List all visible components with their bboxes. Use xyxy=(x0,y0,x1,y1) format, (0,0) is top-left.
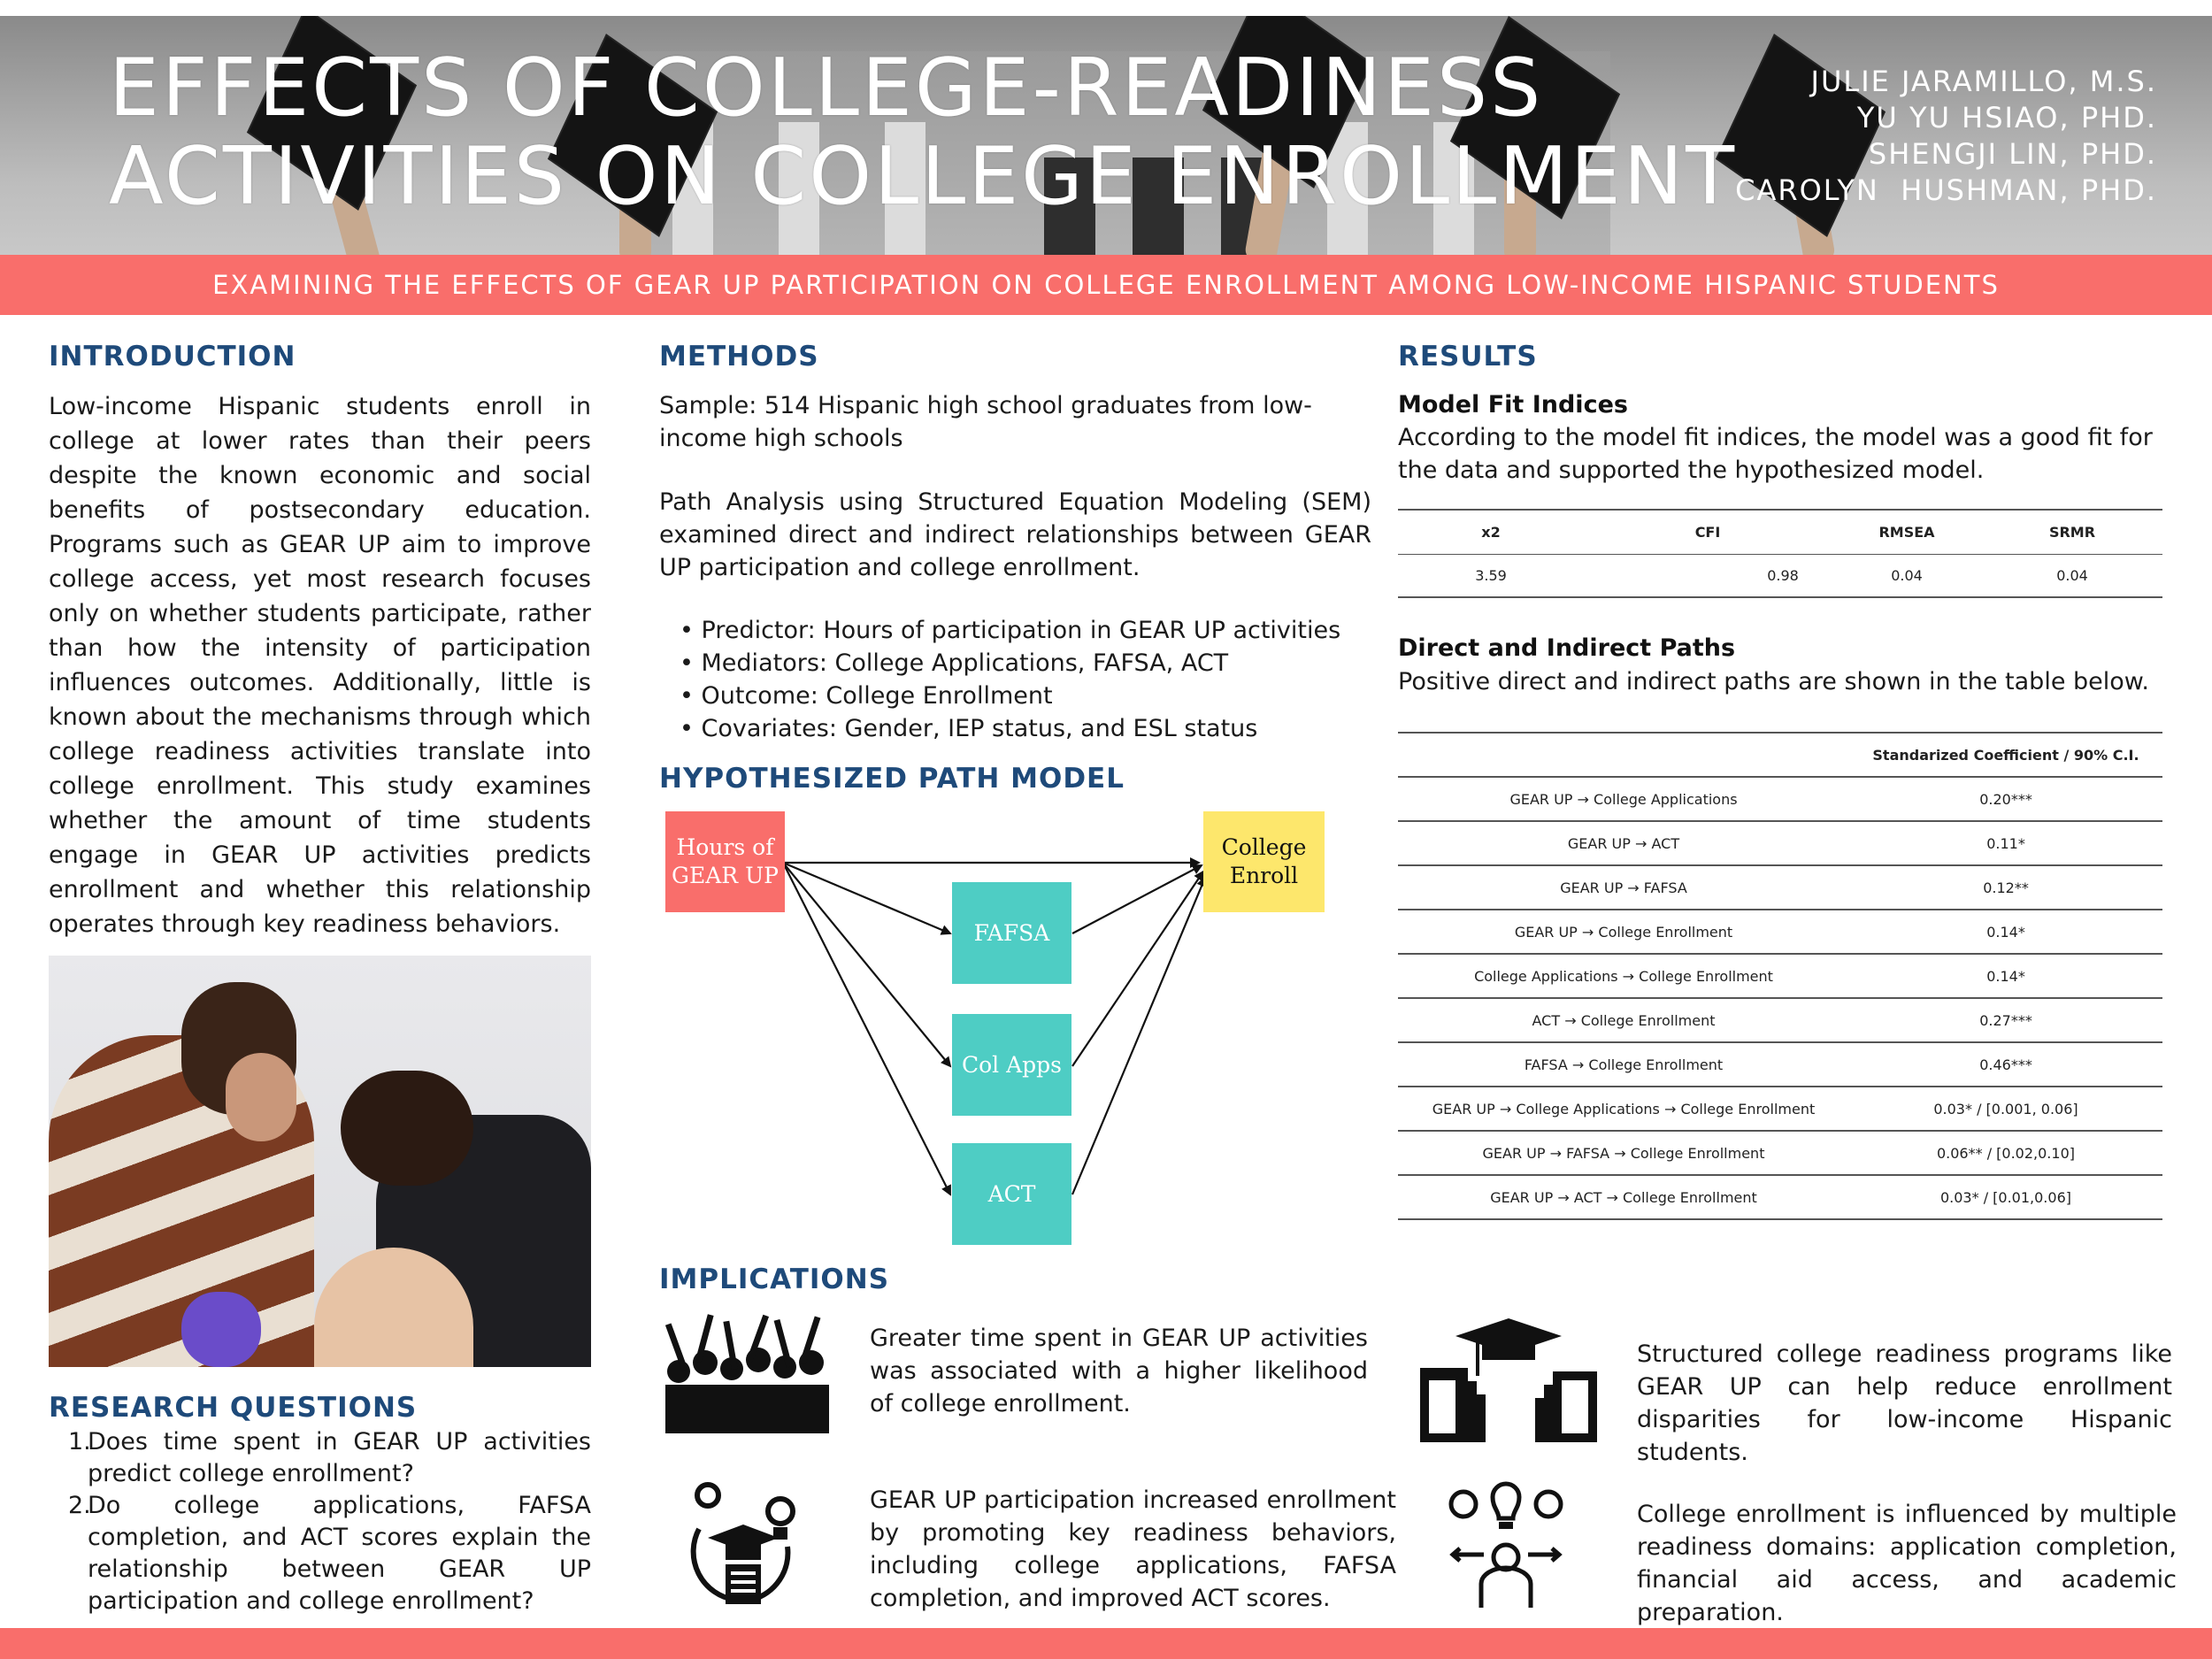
model-fit-text: According to the model fit indices, the model was a good fit for the data and supported the hypothesized model. xyxy=(1398,424,2153,484)
table-cell: 0.04 xyxy=(1982,554,2162,597)
poster-title xyxy=(109,44,1790,221)
column-header: RMSEA xyxy=(1832,510,1982,554)
table-row xyxy=(1398,1087,2162,1131)
implication-text-4: College enrollment is influenced by multiple readiness domains: application completion, financial aid access, and academic preparation. xyxy=(1637,1501,2177,1626)
column-header xyxy=(1398,733,1849,777)
coefficient-cell: 0.20*** xyxy=(1849,777,2162,821)
node-fafsa: FAFSA xyxy=(952,882,1071,984)
node-col-apps: Col Apps xyxy=(952,1014,1071,1116)
path-model-heading: HYPOTHESIZED PATH MODEL xyxy=(659,763,1125,795)
methods-bullet: • Covariates: Gender, IEP status, and ESL status xyxy=(680,715,1258,742)
implication-text-2: Structured college readiness programs like GEAR UP can help reduce enrollment disparities for low-income Hispanic students. xyxy=(1637,1340,2172,1466)
table-row xyxy=(1398,1131,2162,1175)
arrow-colapps-to-enroll xyxy=(1072,872,1203,1066)
photo-purple-bag xyxy=(181,1292,261,1367)
path-cell: GEAR UP → College Enrollment xyxy=(1398,910,1849,954)
node-hours-gear-up: Hours of GEAR UP xyxy=(665,811,785,912)
table-row xyxy=(1398,821,2162,865)
node-act: ACT xyxy=(952,1143,1071,1245)
coefficient-cell: 0.11* xyxy=(1849,821,2162,865)
path-cell: GEAR UP → FAFSA → College Enrollment xyxy=(1398,1131,1849,1175)
author-name: CAROLYN HUSHMAN, PHD. xyxy=(1735,173,2157,207)
methods-variable-list xyxy=(680,614,1379,745)
table-row xyxy=(1398,1175,2162,1219)
column-header: Standarized Coefficient / 90% C.I. xyxy=(1849,733,2162,777)
methods-bullet-text: Covariates: Gender, IEP status, and ESL status xyxy=(701,715,1258,742)
table-row xyxy=(1398,998,2162,1042)
table-cell: 0.04 xyxy=(1832,554,1982,597)
methods-bullet-text: Mediators: College Applications, FAFSA, ACT xyxy=(701,649,1229,677)
coefficient-cell: 0.46*** xyxy=(1849,1042,2162,1087)
research-question-2 xyxy=(68,1490,591,1617)
author-name: JULIE JARAMILLO, M.S. xyxy=(1810,65,2157,98)
path-cell: GEAR UP → ACT xyxy=(1398,821,1849,865)
table-row xyxy=(1398,777,2162,821)
author-name: SHENGJI LIN, PHD. xyxy=(1868,137,2157,171)
research-question-1 xyxy=(68,1426,591,1490)
table-row xyxy=(1398,1042,2162,1087)
coefficient-cell: 0.12** xyxy=(1849,865,2162,910)
methods-bullet-text: Outcome: College Enrollment xyxy=(701,682,1053,710)
arrow-act-to-enroll xyxy=(1072,878,1205,1194)
table-row xyxy=(1398,954,2162,998)
implication-text-3: GEAR UP participation increased enrollment by promoting key readiness behaviors, including college applications, FAFSA completion, and improved ACT scores. xyxy=(870,1486,1396,1612)
graduation-steps-icon xyxy=(1420,1318,1597,1442)
coefficient-cell: 0.03* / [0.01,0.06] xyxy=(1849,1175,2162,1219)
photo-person-hair xyxy=(341,1071,473,1186)
subtitle-banner: EXAMINING THE EFFECTS OF GEAR UP PARTICIPATION ON COLLEGE ENROLLMENT AMONG LOW-INCOME HISPANIC STUDENTS xyxy=(0,255,2212,315)
paths-heading: Direct and Indirect Paths xyxy=(1398,634,1736,662)
methods-bullet: • Predictor: Hours of participation in GEAR UP activities xyxy=(680,617,1341,644)
arrow-gearup-to-fafsa xyxy=(783,863,950,933)
implication-text-1: Greater time spent in GEAR UP activities was associated with a higher likelihood of college enrollment. xyxy=(870,1325,1368,1417)
coefficient-cell: 0.27*** xyxy=(1849,998,2162,1042)
model-fit-table xyxy=(1398,509,2162,598)
path-cell: ACT → College Enrollment xyxy=(1398,998,1849,1042)
methods-bullet: • Mediators: College Applications, FAFSA, ACT xyxy=(680,649,1229,677)
path-cell: GEAR UP → College Applications xyxy=(1398,777,1849,821)
node-college-enroll: College Enroll xyxy=(1203,811,1325,912)
column-header: SRMR xyxy=(1982,510,2162,554)
table-header-row xyxy=(1398,733,2162,777)
implications-heading: IMPLICATIONS xyxy=(659,1263,890,1295)
photo-person-face xyxy=(226,1053,296,1141)
introduction-heading: INTRODUCTION xyxy=(49,341,296,373)
crowd-icon xyxy=(665,1314,829,1433)
column-header: x2 xyxy=(1398,510,1584,554)
list-number: 2. xyxy=(68,1492,91,1519)
table-cell: 0.98 xyxy=(1584,554,1832,597)
table-header-row xyxy=(1398,510,2162,554)
title-line-2: ACTIVITIES ON COLLEGE ENROLLMENT xyxy=(109,130,1738,223)
table-row xyxy=(1398,554,2162,597)
model-fit-heading: Model Fit Indices xyxy=(1398,391,1628,419)
table-row xyxy=(1398,865,2162,910)
research-questions-heading: RESEARCH QUESTIONS xyxy=(49,1392,418,1424)
list-number: 1. xyxy=(68,1428,91,1455)
research-question-text: Do college applications, FAFSA completion, and ACT scores explain the relationship between GEAR UP participation and college enrollment? xyxy=(88,1492,591,1615)
table-cell: 3.59 xyxy=(1398,554,1584,597)
path-cell: FAFSA → College Enrollment xyxy=(1398,1042,1849,1087)
path-cell: College Applications → College Enrollment xyxy=(1398,954,1849,998)
table-row xyxy=(1398,910,2162,954)
students-photo xyxy=(49,956,591,1367)
coefficient-cell: 0.14* xyxy=(1849,954,2162,998)
title-line-1: EFFECTS OF COLLEGE-READINESS xyxy=(109,42,1544,134)
footer-bar xyxy=(0,1628,2212,1659)
person-ideas-icon xyxy=(1444,1479,1568,1612)
path-cell: GEAR UP → ACT → College Enrollment xyxy=(1398,1175,1849,1219)
coefficient-cell: 0.14* xyxy=(1849,910,2162,954)
paths-text: Positive direct and indirect paths are shown in the table below. xyxy=(1398,668,2149,695)
methods-heading: METHODS xyxy=(659,341,819,373)
methods-bullet-text: Predictor: Hours of participation in GEAR UP activities xyxy=(701,617,1341,644)
path-cell: GEAR UP → FAFSA xyxy=(1398,865,1849,910)
gears-graduate-icon xyxy=(681,1476,805,1609)
author-name: YU YU HSIAO, PHD. xyxy=(1856,101,2157,134)
author-list xyxy=(1735,64,2157,209)
methods-bullet: • Outcome: College Enrollment xyxy=(680,682,1053,710)
introduction-text: Low-income Hispanic students enroll in college at lower rates than their peers despite the known economic and social benefits of postsecondary education. Programs such as GEAR UP aim to improve college access, yet most research focuses only on whether students participate, rather than how the intensity of participation influences outcomes. Additionally, little is known about the mechanisms through which college readiness activities translate into college enrollment. This study examines whether the amount of time students engage in GEAR UP activities predicts enrollment and whether this relationship operates through key readiness behaviors. xyxy=(49,393,591,938)
paths-table xyxy=(1398,732,2162,1220)
arrow-gearup-to-colapps xyxy=(783,863,950,1066)
results-heading: RESULTS xyxy=(1398,341,1538,373)
coefficient-cell: 0.06** / [0.02,0.10] xyxy=(1849,1131,2162,1175)
methods-sample: Sample: 514 Hispanic high school graduates from low-income high schools xyxy=(659,392,1312,452)
column-header: CFI xyxy=(1584,510,1832,554)
arrow-gearup-to-act xyxy=(783,863,950,1194)
research-question-text: Does time spent in GEAR UP activities predict college enrollment? xyxy=(88,1428,591,1487)
path-cell: GEAR UP → College Applications → College Enrollment xyxy=(1398,1087,1849,1131)
methods-analysis: Path Analysis using Structured Equation Modeling (SEM) examined direct and indirect relationships between GEAR UP participation and college enrollment. xyxy=(659,488,1371,581)
coefficient-cell: 0.03* / [0.001, 0.06] xyxy=(1849,1087,2162,1131)
arrow-fafsa-to-enroll xyxy=(1072,865,1202,933)
